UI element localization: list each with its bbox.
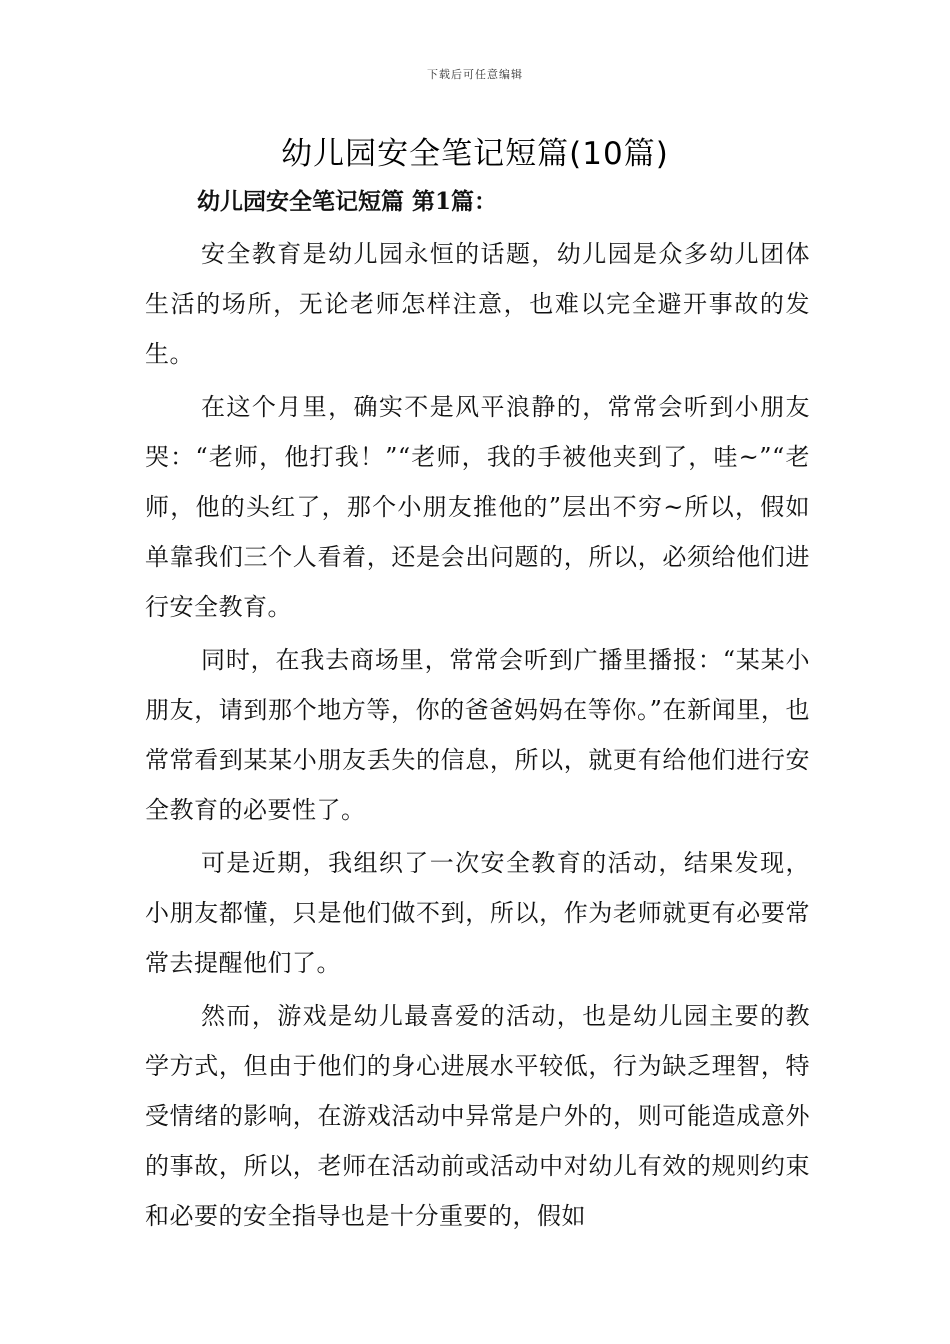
document-title: 幼儿园安全笔记短篇(10篇) [281,136,669,172]
paragraph: 同时，在我去商场里，常常会听到广播里播报：“某某小朋友，请到那个地方等，你的爸爸妈妈在等你。”在新闻里，也常常看到某某小朋友丢失的信息，所以，就更有给他们进行安全教育的必要性了。 [145,646,810,824]
section-heading: 幼儿园安全笔记短篇 第1篇： [197,188,498,215]
paragraph: 然而，游戏是幼儿最喜爱的活动，也是幼儿园主要的教学方式，但由于他们的身心进展水平较低，行为缺乏理智，特受情绪的影响，在游戏活动中异常是户外的，则可能造成意外的事故，所以，老师在活动前或活动中对幼儿有效的规则约束和必要的安全指导也是十分重要的，假如 [145,1002,810,1230]
paragraph: 可是近期，我组织了一次安全教育的活动，结果发现，小朋友都懂，只是他们做不到，所以，作为老师就更有必要常常去提醒他们了。 [145,849,810,977]
header-note: 下载后可任意编辑 [427,68,523,81]
body-text [145,229,810,1244]
paragraph: 在这个月里，确实不是风平浪静的，常常会听到小朋友哭：“老师，他打我！”“老师，我的手被他夹到了，哇~”“老师，他的头红了，那个小朋友推他的”层出不穷~所以，假如单靠我们三个人看着，还是会出问题的，所以，必须给他们进行安全教育。 [145,393,810,621]
paragraph: 安全教育是幼儿园永恒的话题，幼儿园是众多幼儿团体生活的场所，无论老师怎样注意，也难以完全避开事故的发生。 [145,240,810,368]
